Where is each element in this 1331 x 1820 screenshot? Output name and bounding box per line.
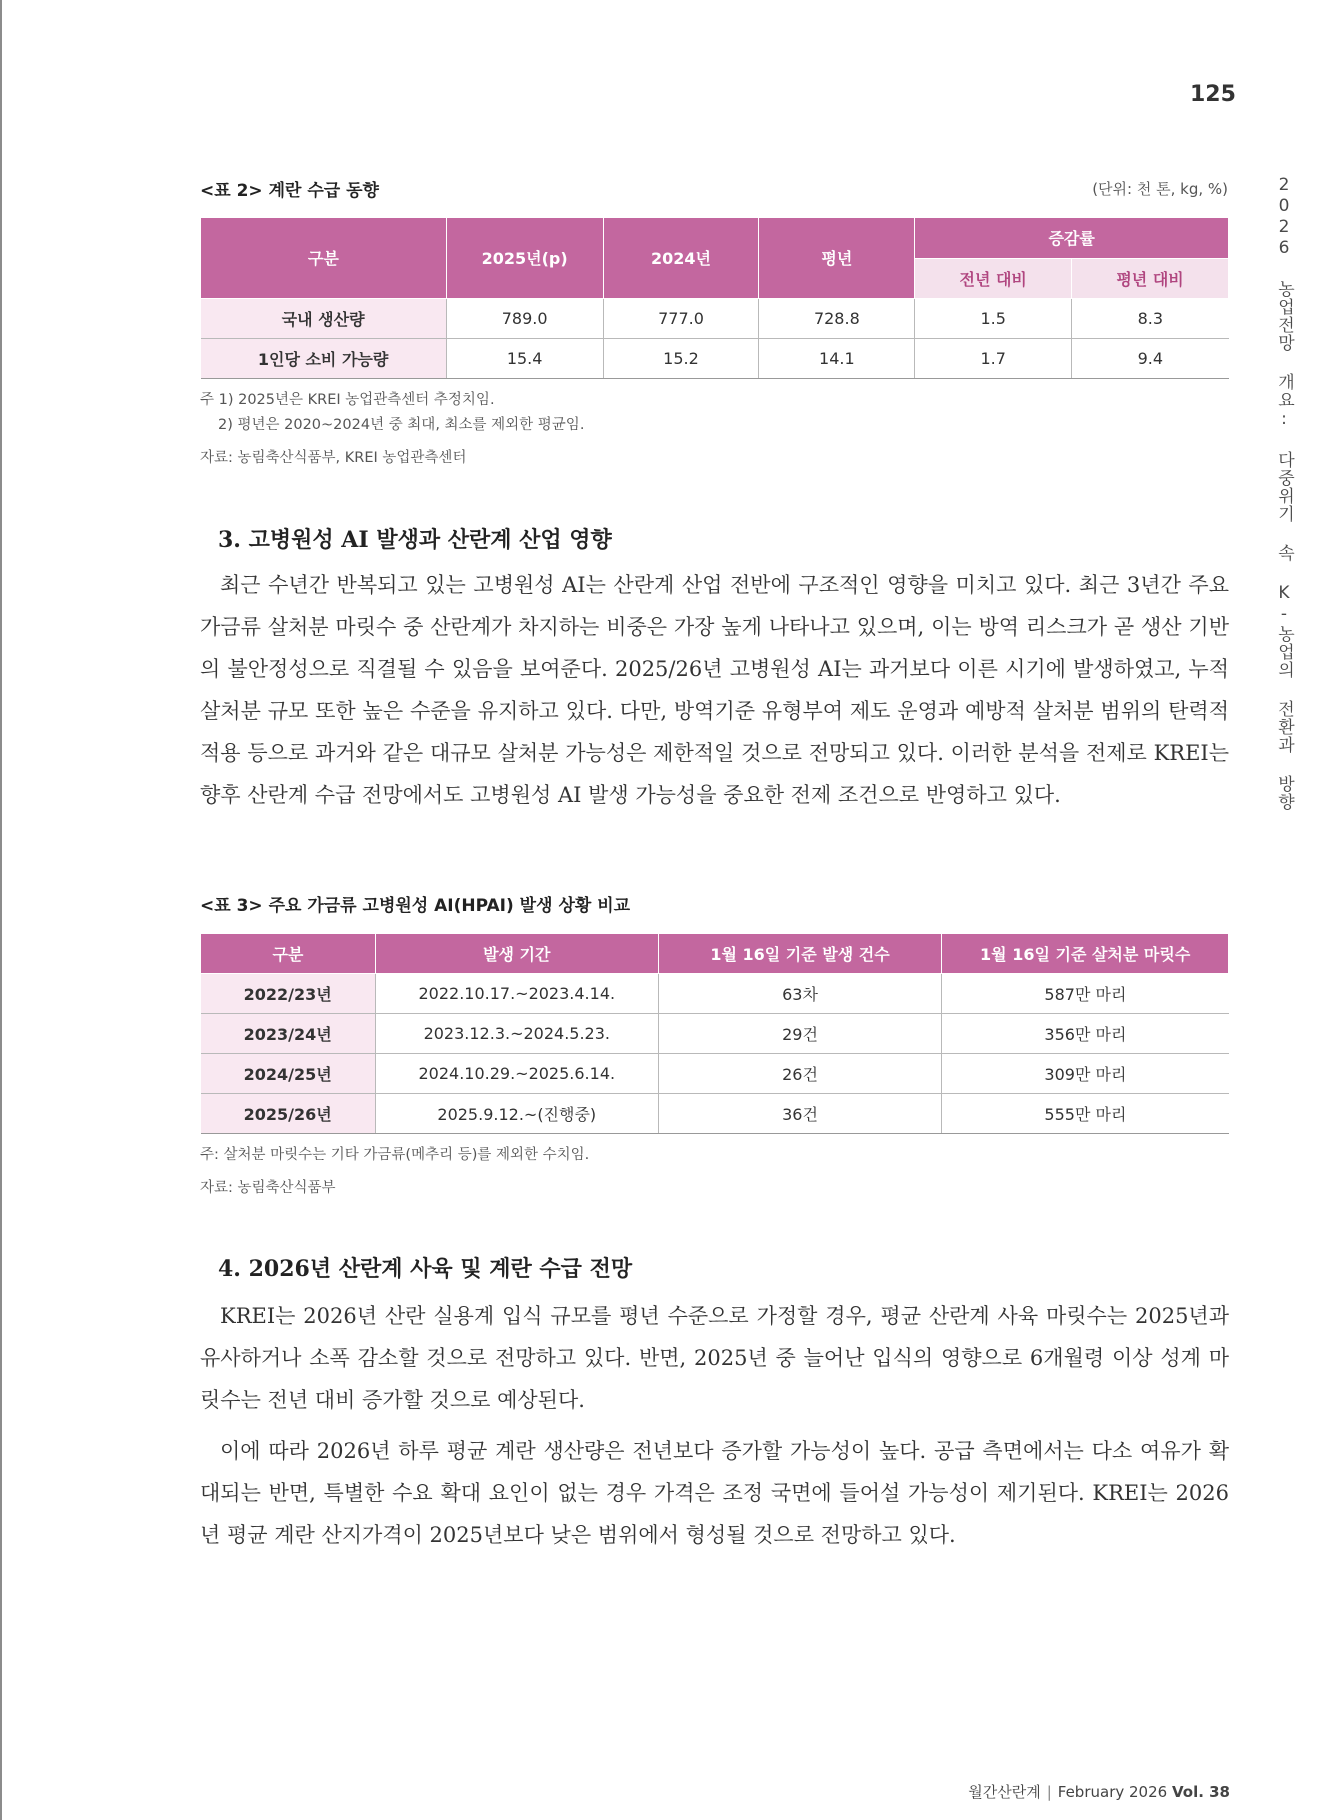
row-label: 국내 생산량 <box>201 298 447 338</box>
header-culled-count: 1월 16일 기준 살처분 마릿수 <box>942 934 1229 973</box>
table-row <box>201 973 1229 1013</box>
cell-value: 555만 마리 <box>942 1093 1229 1133</box>
table2-caption: <표 2> 계란 수급 동향 <box>200 181 379 201</box>
table2-source: 자료: 농림축산식품부, KREI 농업관측센터 <box>200 450 467 466</box>
cell-value: 777.0 <box>603 298 759 338</box>
cell-value: 728.8 <box>759 298 915 338</box>
cell-value: 356만 마리 <box>942 1013 1229 1053</box>
section4-heading: 4. 2026년 산란계 사육 및 계란 수급 전망 <box>218 1256 633 1282</box>
cell-value: 587만 마리 <box>942 973 1229 1013</box>
header-vs-normal-year: 평년 대비 <box>1072 258 1229 298</box>
table-row <box>201 338 1229 378</box>
footer-volume: Vol. 38 <box>1171 1783 1230 1801</box>
table2-note-2: 2) 평년은 2020~2024년 중 최대, 최소를 제외한 평균임. <box>218 417 585 433</box>
page-number: 125 <box>1190 82 1236 107</box>
header-2025p: 2025년(p) <box>446 218 603 298</box>
page-edge-line <box>0 0 2 1820</box>
row-label: 2022/23년 <box>201 973 376 1013</box>
table-row <box>201 1013 1229 1053</box>
header-category: 구분 <box>201 934 376 973</box>
header-case-count: 1월 16일 기준 발생 건수 <box>658 934 942 973</box>
table2-egg-supply <box>200 218 1229 379</box>
cell-value: 309만 마리 <box>942 1053 1229 1093</box>
cell-value: 789.0 <box>446 298 603 338</box>
cell-value: 1.7 <box>915 338 1072 378</box>
table3-caption: <표 3> 주요 가금류 고병원성 AI(HPAI) 발생 상황 비교 <box>200 896 631 916</box>
header-2024: 2024년 <box>603 218 759 298</box>
header-category: 구분 <box>201 218 447 298</box>
cell-value: 26건 <box>658 1053 942 1093</box>
page-footer <box>900 1781 1230 1802</box>
row-label: 2025/26년 <box>201 1093 376 1133</box>
table2-note-1: 주 1) 2025년은 KREI 농업관측센터 추정치임. <box>200 392 495 408</box>
cell-value: 8.3 <box>1072 298 1229 338</box>
section4-paragraph-2: 이에 따라 2026년 하루 평균 계란 생산량은 전년보다 증가할 가능성이 높다. 공급 측면에서는 다소 여유가 확대되는 반면, 특별한 수요 확대 요인이 없는 경우 가격은 조정 국면에 들어설 가능성이 제기된다. KREI는 2026년 평균 계란 산지가격이 2025년보다 낮은 범위에서 형성될 것으로 전망하고 있다. <box>200 1439 1229 1547</box>
cell-value: 63차 <box>658 973 942 1013</box>
cell-value: 2024.10.29.~2025.6.14. <box>375 1053 658 1093</box>
footer-separator: | <box>1046 1783 1052 1801</box>
row-label: 2023/24년 <box>201 1013 376 1053</box>
footer-issue: February 2026 <box>1057 1783 1168 1801</box>
cell-value: 9.4 <box>1072 338 1229 378</box>
footer-magazine-name: 월간산란계 <box>968 1783 1041 1801</box>
row-label: 1인당 소비 가능량 <box>201 338 447 378</box>
section3-heading: 3. 고병원성 AI 발생과 산란계 산업 영향 <box>218 527 612 553</box>
cell-value: 2022.10.17.~2023.4.14. <box>375 973 658 1013</box>
header-growth-rate: 증감률 <box>915 218 1229 258</box>
header-vs-prev-year: 전년 대비 <box>915 258 1072 298</box>
cell-value: 15.2 <box>603 338 759 378</box>
table-row <box>201 1053 1229 1093</box>
table3-note: 주: 살처분 마릿수는 기타 가금류(메추리 등)를 제외한 수치임. <box>200 1147 590 1163</box>
header-normal-year: 평년 <box>759 218 915 298</box>
table3-source: 자료: 농림축산식품부 <box>200 1180 336 1196</box>
table3-hpai-comparison <box>200 934 1229 1134</box>
table2-unit: (단위: 천 톤, kg, %) <box>1092 180 1228 198</box>
row-label: 2024/25년 <box>201 1053 376 1093</box>
cell-value: 2023.12.3.~2024.5.23. <box>375 1013 658 1053</box>
cell-value: 29건 <box>658 1013 942 1053</box>
cell-value: 36건 <box>658 1093 942 1133</box>
section4-paragraph-1: KREI는 2026년 산란 실용계 입식 규모를 평년 수준으로 가정할 경우, 평균 산란계 사육 마릿수는 2025년과 유사하거나 소폭 감소할 것으로 전망하고 있다. 반면, 2025년 중 늘어난 입식의 영향으로 6개월령 이상 성계 마릿수는 전년 대비 증가할 것으로 예상된다. <box>200 1304 1229 1412</box>
cell-value: 14.1 <box>759 338 915 378</box>
table-row <box>201 1093 1229 1133</box>
table-row <box>201 298 1229 338</box>
header-period: 발생 기간 <box>375 934 658 973</box>
cell-value: 2025.9.12.~(진행중) <box>375 1093 658 1133</box>
cell-value: 15.4 <box>446 338 603 378</box>
side-running-title: 2026 농업전망 개요: 다중위기 속 K-농업의 전환과 방향 <box>1274 175 1294 811</box>
section3-paragraph: 최근 수년간 반복되고 있는 고병원성 AI는 산란계 산업 전반에 구조적인 영향을 미치고 있다. 최근 3년간 주요 가금류 살처분 마릿수 중 산란계가 차지하는 비중은 가장 높게 나타나고 있으며, 이는 방역 리스크가 곧 생산 기반의 불안정성으로 직결될 수 있음을 보여준다. 2025/26년 고병원성 AI는 과거보다 이른 시기에 발생하였고, 누적 살처분 규모 또한 높은 수준을 유지하고 있다. 다만, 방역기준 유형부여 제도 운영과 예방적 살처분 범위의 탄력적 적용 등으로 과거와 같은 대규모 살처분 가능성은 제한적일 것으로 전망되고 있다. 이러한 분석을 전제로 KREI는 향후 산란계 수급 전망에서도 고병원성 AI 발생 가능성을 중요한 전제 조건으로 반영하고 있다. <box>200 573 1229 807</box>
cell-value: 1.5 <box>915 298 1072 338</box>
